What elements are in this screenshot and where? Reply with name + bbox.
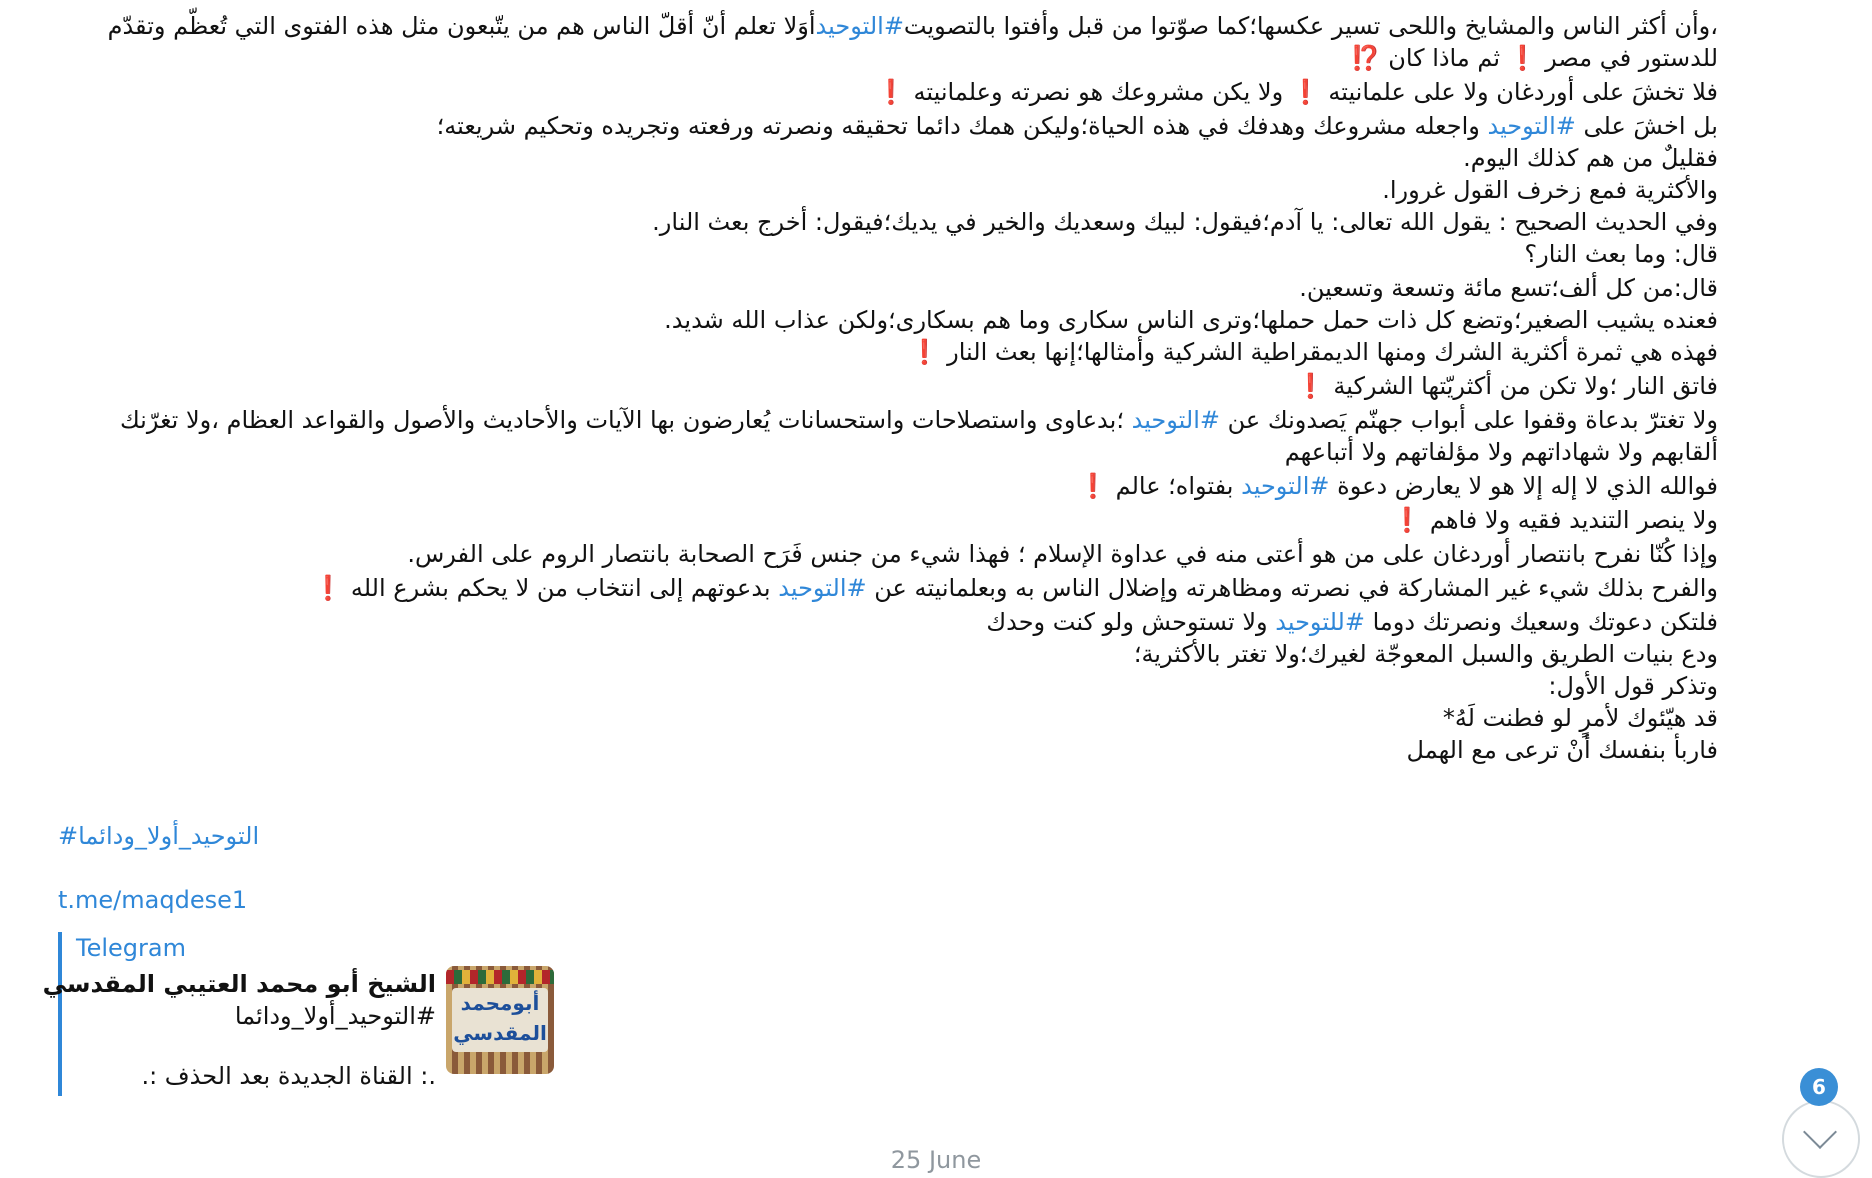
message-line: قال: وما بعث النار؟ xyxy=(1524,240,1718,268)
date-separator: 25 June xyxy=(890,1146,982,1174)
hashtag-link[interactable]: #للتوحيد xyxy=(1275,608,1365,636)
hashtag-link[interactable]: #التوحيد xyxy=(1487,112,1576,140)
message-line: وإذا كُنّا نفرح بانتصار أوردغان على من هو أعتى منه في عداوة الإسلام ؛ فهذا شيء من جنس فَرَح الصحابة بانتصار الروم على الفرس. xyxy=(407,540,1718,568)
message-line: فوالله الذي لا إله إلا هو لا يعارض دعوة #التوحيد بفتواه؛ عالم ❗ xyxy=(1078,472,1718,500)
hashtag-link[interactable]: #التوحيد xyxy=(1131,406,1220,434)
message-line: بل اخشَ على #التوحيد واجعله مشروعك وهدفك في هذه الحياة؛وليكن همك دائما تحقيقه ونصرته ورفعته وتجريده وتحكيم شريعته؛ xyxy=(436,112,1718,140)
scroll-down-button[interactable] xyxy=(1782,1100,1860,1178)
message-line: فاتق النار ؛ولا تكن من أكثريّتها الشركية ❗ xyxy=(1295,372,1718,400)
message-line: فاربأ بنفسك أنْ ترعى مع الهمل xyxy=(1406,736,1718,764)
hashtag-footer-link[interactable]: #التوحيد_أولا_ودائما xyxy=(58,822,260,850)
message-line: قد هيّئوك لأمرٍ لو فطنت لَهُ* xyxy=(1442,704,1718,732)
preview-title: الشيخ أبو محمد العتيبي المقدسي xyxy=(42,970,436,998)
exclamation-icon: ❗ xyxy=(1290,78,1321,106)
exclamation-icon: ❗ xyxy=(1392,506,1423,534)
message-line: والفرح بذلك شيء غير المشاركة في نصرته ومظاهرته وإضلال الناس به وبعلمانيته عن #التوحيد بدعوتهم إلى انتخاب من لا يحكم بشرع الله ❗ xyxy=(313,574,1718,602)
hashtag-link[interactable]: #التوحيد xyxy=(778,574,867,602)
unread-badge: 6 xyxy=(1800,1068,1838,1106)
message-line: فعنده يشيب الصغير؛وتضع كل ذات حمل حملها؛وترى الناس سكارى وما هم بسكارى؛ولكن عذاب الله شديد. xyxy=(664,306,1718,334)
exclamation-icon: ❗ xyxy=(909,338,940,366)
exclamation-icon: ❗ xyxy=(1507,44,1538,72)
message-line: والأكثرية فمع زخرف القول غرورا. xyxy=(1382,176,1718,204)
message-line: ودع بنيات الطريق والسبل المعوجّة لغيرك؛ولا تغتر بالأكثرية؛ xyxy=(1133,640,1718,668)
message-line: فلتكن دعوتك وسعيك ونصرتك دوما #للتوحيد ولا تستوحش ولو كنت وحدك xyxy=(986,608,1718,636)
message-line: للدستور في مصر ❗ ثم ماذا كان ⁉️ xyxy=(1350,44,1718,72)
link-preview[interactable] xyxy=(42,932,562,1096)
message-line: وتذكر قول الأول: xyxy=(1548,672,1718,700)
channel-link[interactable]: t.me/maqdese1 xyxy=(58,886,248,914)
hashtag-link[interactable]: #التوحيد xyxy=(815,12,904,40)
message-line: فهذه هي ثمرة أكثرية الشرك ومنها الديمقراطية الشركية وأمثالها؛إنها بعث النار ❗ xyxy=(909,338,1718,366)
message-line: ألقابهم ولا شهاداتهم ولا مؤلفاتهم ولا أتباعهم xyxy=(1284,438,1718,466)
exclamation-icon: ❗ xyxy=(875,78,906,106)
message-line: فقليلٌ من هم كذلك اليوم. xyxy=(1463,144,1718,172)
exclamation-icon: ❗ xyxy=(1295,372,1326,400)
hashtag-link[interactable]: #التوحيد xyxy=(1241,472,1330,500)
message-line: فلا تخشَ على أوردغان ولا على علمانيته ❗ ولا يكن مشروعك هو نصرته وعلمانيته ❗ xyxy=(875,78,1718,106)
message-line: قال:من كل ألف؛تسع مائة وتسعة وتسعين. xyxy=(1299,274,1718,302)
message-line: ،وأن أكثر الناس والمشايخ واللحى تسير عكسها؛كما صوّتوا من قبل وأفتوا بالتصويت#التوحيدأوَلا تعلم أنّ أقلّ الناس هم من يتّبعون مثل هذه الفتوى التي تُعظّم وتقدّم xyxy=(107,12,1718,40)
interrobang-icon: ⁉️ xyxy=(1350,44,1381,72)
preview-hashtag: #التوحيد_أولا_ودائما xyxy=(234,1002,436,1030)
preview-site-name: Telegram xyxy=(76,934,186,962)
exclamation-icon: ❗ xyxy=(313,574,344,602)
message-line: وفي الحديث الصحيح : يقول الله تعالى: يا آدم؛فيقول: لبيك وسعديك والخير في يديك؛فيقول: أخرج بعث النار. xyxy=(652,208,1718,236)
chevron-down-icon xyxy=(1803,1115,1837,1149)
message-line: ولا تغترّ بدعاة وقفوا على أبواب جهنّم يَصدونك عن #التوحيد ؛بدعاوى واستصلاحات واستحسانات يُعارضون بها الآيات والأحاديث والأصول والقواعد العظام ،ولا تغرّنك xyxy=(119,406,1718,434)
preview-description: .: القناة الجديدة بعد الحذف :. xyxy=(141,1062,436,1090)
message-line: ولا ينصر التنديد فقيه ولا فاهم ❗ xyxy=(1392,506,1718,534)
exclamation-icon: ❗ xyxy=(1078,472,1108,500)
preview-thumbnail: أبومحمد المقدسي xyxy=(446,966,554,1074)
